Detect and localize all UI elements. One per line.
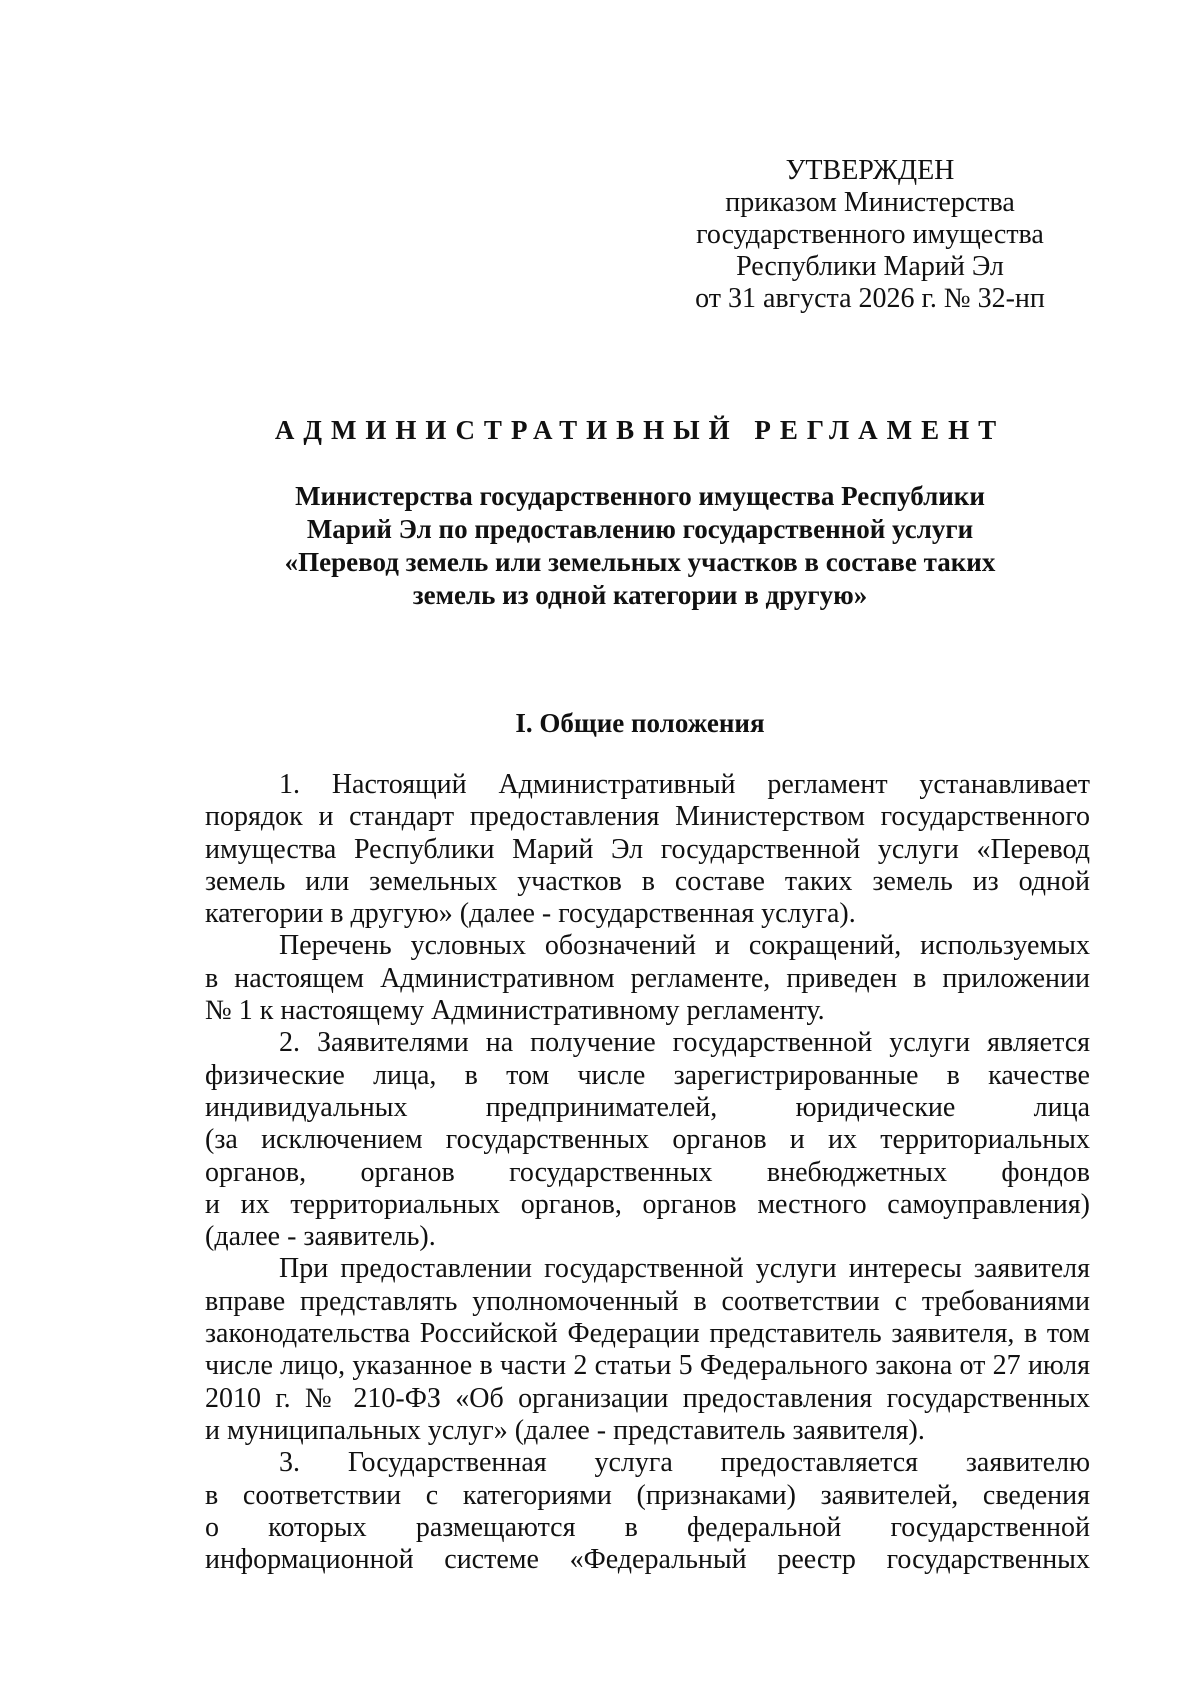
paragraph-line: При предоставлении государственной услуги интересы заявителя (279, 1253, 1090, 1285)
approval-republic-line: Республики Марий Эл (736, 251, 1004, 282)
paragraph-line: 2010 г. № 210-ФЗ «Об организации предоставления государственных (205, 1382, 1090, 1414)
paragraph-line: порядок и стандарт предоставления Министерством государственного (205, 801, 1090, 833)
approval-order-line: приказом Министерства (725, 187, 1015, 218)
paragraph-line: 3. Государственная услуга предоставляется заявителю (279, 1447, 1090, 1479)
approval-date-line: от 31 августа 2026 г. № 32-нп (695, 283, 1045, 314)
paragraph-line: земель или земельных участков в составе таких земель из одной (205, 865, 1090, 897)
document-subtitle (200, 480, 1080, 612)
approval-stamp-line: УТВЕРЖДЕН (785, 155, 955, 186)
paragraph-line: физические лица, в том числе зарегистрированные в качестве (205, 1059, 1090, 1091)
paragraph-line: информационной системе «Федеральный реестр государственных (205, 1544, 1090, 1576)
paragraph-line: имущества Республики Марий Эл государственной услуги «Перевод (205, 833, 1090, 865)
document-title: АДМИНИСТРАТИВНЫЙ РЕГЛАМЕНТ (274, 415, 1006, 445)
paragraph-line: и муниципальных услуг» (далее - представитель заявителя). (205, 1414, 925, 1446)
paragraph-line: вправе представлять уполномоченный в соответствии с требованиями (205, 1285, 1090, 1317)
subtitle-line: Марий Эл по предоставлению государственной услуги (306, 514, 974, 544)
paragraph-line: № 1 к настоящему Административному регламенту. (205, 995, 825, 1027)
paragraph-line: в настоящем Административном регламенте, приведен в приложении (205, 962, 1090, 994)
paragraph-line: органов, органов государственных внебюджетных фондов (205, 1156, 1090, 1188)
paragraph-line: 1. Настоящий Административный регламент устанавливает (279, 769, 1090, 800)
paragraph-line: категории в другую» (далее - государственная услуга). (205, 898, 856, 930)
paragraph-line: (за исключением государственных органов и их территориальных (205, 1124, 1090, 1156)
body-text (205, 769, 1090, 1576)
paragraph-line: (далее - заявитель). (205, 1221, 436, 1253)
subtitle-line: «Перевод земель или земельных участков в составе таких (284, 547, 996, 577)
paragraph-line: числе лицо, указанное в части 2 статьи 5 Федерального закона от 27 июля (205, 1350, 1090, 1382)
paragraph-line: законодательства Российской Федерации представитель заявителя, в том (205, 1318, 1090, 1350)
paragraph-line: 2. Заявителями на получение государственной услуги является (279, 1027, 1090, 1059)
subtitle-line: Министерства государственного имущества Республики (295, 481, 985, 511)
subtitle-line: земель из одной категории в другую» (412, 580, 868, 610)
paragraph-line: в соответствии с категориями (признаками) заявителей, сведения (205, 1479, 1090, 1511)
approval-ministry-line: государственного имущества (696, 219, 1044, 250)
paragraph-line: Перечень условных обозначений и сокращений, используемых (279, 930, 1090, 962)
approval-block (660, 155, 1080, 315)
paragraph-line: и их территориальных органов, органов местного самоуправления) (205, 1188, 1090, 1220)
section-heading: I. Общие положения (515, 708, 765, 738)
paragraph-line: индивидуальных предпринимателей, юридические лица (205, 1091, 1090, 1123)
paragraph-line: о которых размещаются в федеральной государственной (205, 1511, 1090, 1543)
